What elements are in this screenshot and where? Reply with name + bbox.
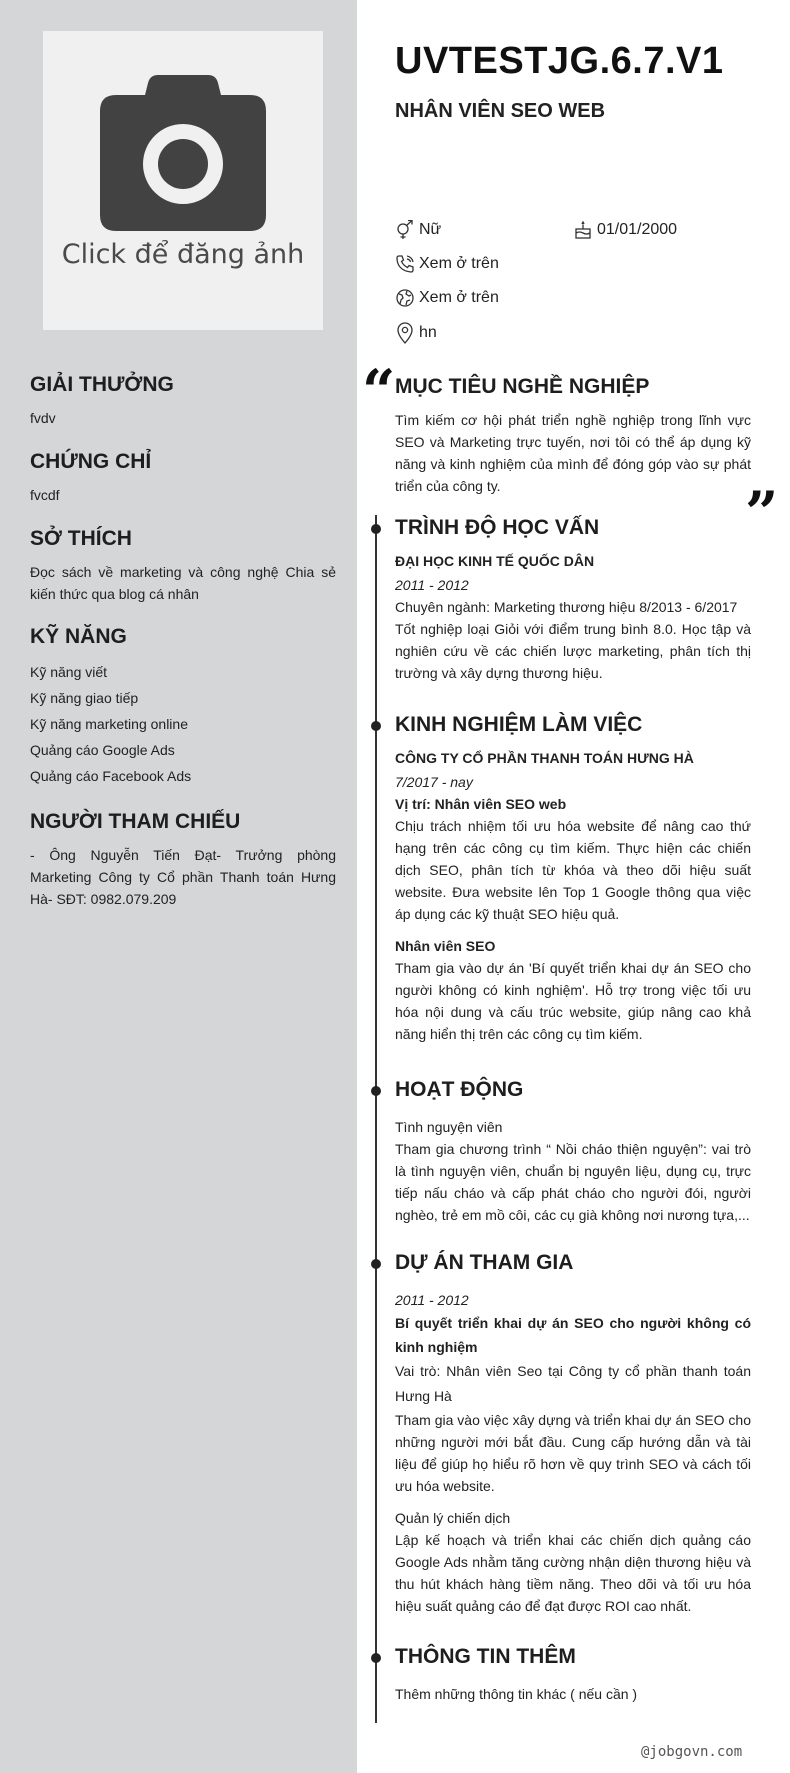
activities-title: HOẠT ĐỘNG [395, 1078, 524, 1101]
birthday-row [573, 220, 677, 240]
certificates-title: CHỨNG CHỈ [30, 450, 152, 473]
hobbies-title: SỞ THÍCH [30, 527, 132, 550]
address-value: hn [419, 324, 437, 341]
certificates-text: fvcdf [30, 487, 60, 503]
location-pin-icon [395, 322, 415, 344]
references-section [30, 810, 336, 910]
projects-desc: Tham gia vào việc xây dựng và triển khai dự án SEO cho những người mới bắt đầu. Cung cấp hướng dẫn và tài liệu để giúp họ hiểu rõ hơn về quy trình SEO và cách tối ưu hóa website. [395, 1412, 751, 1494]
experience-section [395, 713, 751, 1045]
awards-section [30, 373, 336, 429]
hobbies-text: Đọc sách về marketing và công nghệ Chia sẻ kiến thức qua blog cá nhân [30, 564, 336, 602]
watermark: @jobgovn.com [641, 1744, 743, 1760]
awards-text: fvdv [30, 410, 56, 426]
gender-value: Nữ [419, 221, 442, 238]
phone-value: Xem ở trên [419, 255, 499, 272]
experience-role: Nhân viên SEO [395, 938, 496, 954]
additional-title: THÔNG TIN THÊM [395, 1645, 576, 1668]
website-value: Xem ở trên [419, 289, 499, 306]
experience-desc: Chịu trách nhiệm tối ưu hóa website để nâng cao thứ hạng trên các công cụ tìm kiếm. Thực hiện các chiến dịch SEO, phân tích từ khóa và theo dõi hiệu suất website. Đưa website lên Top 1 Google thông qua việc áp dụng các kỹ thuật SEO hiệu quả. [395, 818, 751, 922]
certificates-section [30, 450, 336, 506]
photo-caption: Click để đăng ảnh [61, 239, 305, 270]
address-row [395, 322, 437, 344]
skill-item: Kỹ năng marketing online [30, 716, 188, 732]
projects-title: DỰ ÁN THAM GIA [395, 1251, 574, 1274]
education-section [395, 516, 751, 684]
timeline-dot [371, 1259, 381, 1269]
camera-icon [100, 75, 266, 231]
timeline-line [375, 515, 377, 1723]
skills-section [30, 625, 336, 789]
timeline-dot [371, 1653, 381, 1663]
projects-date: 2011 - 2012 [395, 1292, 469, 1308]
phone-icon [395, 254, 415, 274]
education-title: TRÌNH ĐỘ HỌC VẤN [395, 516, 600, 539]
additional-section [395, 1645, 751, 1705]
projects-name: Bí quyết triển khai dự án SEO cho người không có kinh nghiệm [395, 1315, 751, 1355]
objective-title: MỤC TIÊU NGHỀ NGHIỆP [395, 375, 650, 398]
projects-section [395, 1251, 751, 1617]
awards-title: GIẢI THƯỞNG [30, 373, 174, 396]
close-quote-icon: ” [745, 479, 779, 547]
hobbies-section [30, 527, 336, 605]
right-column [357, 0, 790, 1773]
candidate-name: UVTESTJG.6.7.V1 [395, 40, 724, 82]
timeline-dot [371, 721, 381, 731]
left-column [0, 0, 357, 1773]
timeline-dot [371, 524, 381, 534]
cake-icon [573, 220, 593, 240]
birthday-value: 01/01/2000 [597, 221, 678, 238]
projects-sub: Quản lý chiến dịch [395, 1510, 511, 1526]
education-date: 2011 - 2012 [395, 577, 469, 593]
objective-text: Tìm kiếm cơ hội phát triển nghề nghiệp trong lĩnh vực SEO và Marketing trực tuyến, nơi tôi có thể áp dụng kỹ năng và kinh nghiệm của mình để đóng góp vào sự phát triển của công ty. [395, 412, 751, 494]
experience-date: 7/2017 - nay [395, 774, 473, 790]
education-desc: Tốt nghiệp loại Giỏi với điểm trung bình 8.0. Học tập và nghiên cứu về các chiến lược marketing, phân tích thị trường và xây dựng thương hiệu. [395, 621, 751, 681]
experience-role: Vị trí: Nhân viên SEO web [395, 796, 567, 812]
globe-icon [395, 288, 415, 308]
education-major: Chuyên ngành: Marketing thương hiệu 8/2013 - 6/2017 [395, 599, 738, 615]
activities-section [395, 1078, 751, 1226]
education-school: ĐẠI HỌC KINH TẾ QUỐC DÂN [395, 553, 595, 569]
gender-icon [395, 220, 415, 240]
website-row [395, 288, 499, 308]
skill-item: Quảng cáo Google Ads [30, 742, 175, 758]
references-title: NGƯỜI THAM CHIẾU [30, 810, 241, 833]
activities-desc: Tham gia chương trình “ Nồi cháo thiện nguyện”: vai trò là tình nguyện viên, chuẩn bị nguyên liệu, dụng cụ, trực tiếp nấu cháo và cấp phát cháo cho người đói, người nghèo, trẻ em mồ côi, các cụ già không nơi nương tựa,... [395, 1141, 751, 1223]
gender-row [395, 220, 441, 240]
skill-item: Kỹ năng giao tiếp [30, 690, 139, 706]
experience-title: KINH NGHIỆM LÀM VIỆC [395, 713, 643, 736]
skills-title: KỸ NĂNG [30, 625, 127, 648]
skill-item: Quảng cáo Facebook Ads [30, 768, 192, 784]
timeline-dot [371, 1086, 381, 1096]
projects-role: Vai trò: Nhân viên Seo tại Công ty cổ phần thanh toán Hưng Hà [395, 1363, 751, 1404]
references-text: - Ông Nguyễn Tiến Đạt- Trưởng phòng Marketing Công ty Cổ phần Thanh toán Hưng Hà- SĐT: 0982.079.209 [30, 847, 336, 907]
additional-text: Thêm những thông tin khác ( nếu cần ) [395, 1686, 638, 1702]
experience-company: CÔNG TY CỔ PHẦN THANH TOÁN HƯNG HÀ [395, 750, 694, 766]
phone-row [395, 254, 499, 274]
skill-item: Kỹ năng viết [30, 664, 108, 680]
job-position: NHÂN VIÊN SEO WEB [395, 100, 606, 122]
open-quote-icon: “ [362, 357, 396, 425]
projects-desc: Lập kế hoạch và triển khai các chiến dịch quảng cáo Google Ads nhằm tăng cường nhận diện thương hiệu và thu hút khách hàng tiềm năng. Theo dõi và tối ưu hóa hiệu suất quảng cáo để đạt được ROI cao nhất. [395, 1532, 751, 1614]
experience-desc: Tham gia vào dự án 'Bí quyết triển khai dự án SEO cho người không có kinh nghiệm'. Hỗ trợ trong việc tối ưu hóa nội dung và cấu trúc website, giúp nâng cao khả năng hiển thị trên các công cụ tìm kiếm. [395, 960, 751, 1042]
objective-section [395, 375, 751, 497]
photo-upload[interactable] [43, 31, 323, 330]
activities-role: Tình nguyện viên [395, 1119, 503, 1135]
